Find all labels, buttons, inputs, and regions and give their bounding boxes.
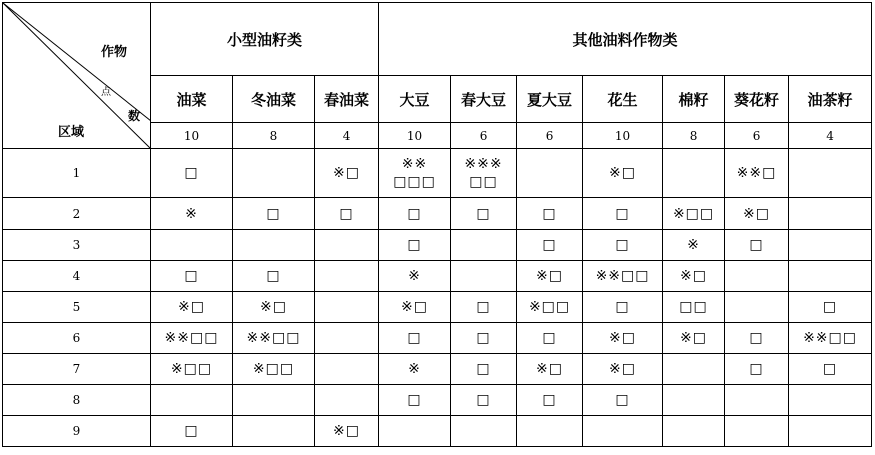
sample-cell: ※※ □□□ — [379, 149, 451, 198]
sample-cell — [725, 292, 789, 323]
sample-cell — [517, 149, 583, 198]
crop-header: 夏大豆 — [517, 76, 583, 123]
sample-cell: □ — [517, 230, 583, 261]
sample-cell — [725, 385, 789, 416]
sample-cell: □ — [725, 354, 789, 385]
sample-cell — [789, 230, 872, 261]
sample-cell — [451, 261, 517, 292]
crop-header: 棉籽 — [663, 76, 725, 123]
crop-header: 冬油菜 — [233, 76, 315, 123]
sample-cell: ※ — [379, 261, 451, 292]
sample-cell — [233, 149, 315, 198]
sample-cell: □ — [725, 230, 789, 261]
sample-cell: ※※□□ — [789, 323, 872, 354]
sample-cell: □ — [789, 292, 872, 323]
sample-cell: □ — [151, 149, 233, 198]
sample-cell: □ — [315, 198, 379, 230]
sample-cell — [789, 385, 872, 416]
sample-cell: ※□ — [233, 292, 315, 323]
sample-cell: ※※□□ — [151, 323, 233, 354]
corner-header — [3, 3, 151, 149]
sample-cell — [725, 261, 789, 292]
point-count: 6 — [451, 123, 517, 149]
sample-cell: ※□ — [663, 261, 725, 292]
sample-cell — [451, 416, 517, 447]
sample-cell: ※□ — [725, 198, 789, 230]
sample-cell: □ — [151, 261, 233, 292]
sample-cell: □ — [379, 323, 451, 354]
point-count: 10 — [583, 123, 663, 149]
crop-header: 油茶籽 — [789, 76, 872, 123]
sample-cell: □ — [451, 292, 517, 323]
sample-cell — [315, 292, 379, 323]
sample-cell: ※□ — [151, 292, 233, 323]
sample-cell: ※ — [663, 230, 725, 261]
point-count: 6 — [517, 123, 583, 149]
sample-cell: ※□ — [315, 149, 379, 198]
group-header-small-oilseeds: 小型油籽类 — [151, 3, 379, 76]
crop-header: 春油菜 — [315, 76, 379, 123]
crop-header: 葵花籽 — [725, 76, 789, 123]
sample-cell: □ — [583, 198, 663, 230]
sample-cell — [233, 230, 315, 261]
table-row — [3, 416, 872, 447]
region-label: 8 — [3, 385, 151, 416]
sample-cell: □ — [789, 354, 872, 385]
sample-cell — [663, 385, 725, 416]
table-row — [3, 292, 872, 323]
sample-cell — [789, 198, 872, 230]
sample-cell: ※□ — [583, 323, 663, 354]
sample-cell: □ — [379, 198, 451, 230]
sample-cell: □ — [379, 385, 451, 416]
sample-cell — [789, 149, 872, 198]
table-row — [3, 198, 872, 230]
point-count: 6 — [725, 123, 789, 149]
sample-cell: ※□ — [583, 149, 663, 198]
sample-cell: ※ — [151, 198, 233, 230]
table-row — [3, 230, 872, 261]
sample-cell: □□ — [663, 292, 725, 323]
sample-cell — [151, 385, 233, 416]
sample-cell: □ — [725, 323, 789, 354]
region-label: 9 — [3, 416, 151, 447]
sample-cell — [151, 230, 233, 261]
sample-cell: □ — [233, 261, 315, 292]
sample-cell — [233, 416, 315, 447]
table-row — [3, 149, 872, 198]
sample-cell: ※※□ — [725, 149, 789, 198]
sample-cell — [451, 230, 517, 261]
sample-cell: ※□ — [663, 323, 725, 354]
crop-header: 春大豆 — [451, 76, 517, 123]
sample-cell — [315, 385, 379, 416]
sampling-table — [2, 2, 872, 447]
sample-cell — [663, 354, 725, 385]
sample-cell: □ — [517, 385, 583, 416]
sample-cell — [379, 416, 451, 447]
sample-cell — [663, 149, 725, 198]
table-row — [3, 261, 872, 292]
sample-cell: ※※※ □□ — [451, 149, 517, 198]
sample-cell: ※□ — [517, 354, 583, 385]
point-count: 4 — [315, 123, 379, 149]
sample-cell — [663, 416, 725, 447]
sample-cell: □ — [379, 230, 451, 261]
sample-cell: ※□□ — [517, 292, 583, 323]
region-label: 7 — [3, 354, 151, 385]
sample-cell — [233, 385, 315, 416]
point-count: 10 — [379, 123, 451, 149]
group-header-other-oil-crops: 其他油料作物类 — [379, 3, 872, 76]
sample-cell: ※□ — [517, 261, 583, 292]
sample-cell: □ — [233, 198, 315, 230]
sample-cell — [517, 416, 583, 447]
region-label: 4 — [3, 261, 151, 292]
region-label: 3 — [3, 230, 151, 261]
table-row — [3, 385, 872, 416]
sample-cell — [789, 416, 872, 447]
sample-cell: □ — [451, 385, 517, 416]
crop-header: 花生 — [583, 76, 663, 123]
point-count: 8 — [233, 123, 315, 149]
region-label: 5 — [3, 292, 151, 323]
sample-cell — [789, 261, 872, 292]
sample-cell — [315, 230, 379, 261]
sample-cell — [315, 261, 379, 292]
sample-cell: □ — [451, 198, 517, 230]
table-row — [3, 354, 872, 385]
sample-cell: ※□ — [379, 292, 451, 323]
sample-cell: □ — [151, 416, 233, 447]
sample-cell: ※□□ — [151, 354, 233, 385]
crop-header: 大豆 — [379, 76, 451, 123]
region-label: 2 — [3, 198, 151, 230]
sample-cell — [315, 354, 379, 385]
sample-cell: ※※□□ — [233, 323, 315, 354]
sample-cell: ※※□□ — [583, 261, 663, 292]
sample-cell — [583, 416, 663, 447]
sample-cell — [725, 416, 789, 447]
region-label: 6 — [3, 323, 151, 354]
point-count: 10 — [151, 123, 233, 149]
region-label: 1 — [3, 149, 151, 198]
sample-cell: ※ — [379, 354, 451, 385]
sample-cell: ※□□ — [233, 354, 315, 385]
sample-cell: ※□ — [315, 416, 379, 447]
sample-cell: □ — [583, 385, 663, 416]
point-count: 4 — [789, 123, 872, 149]
region-axis-label: 区域 — [58, 125, 85, 140]
sample-cell: ※□□ — [663, 198, 725, 230]
table-row — [3, 323, 872, 354]
point-count: 8 — [663, 123, 725, 149]
sample-cell: □ — [517, 198, 583, 230]
crop-axis-label: 作物 — [101, 45, 128, 60]
sample-cell: □ — [517, 323, 583, 354]
points-axis-label-1: 点 — [101, 87, 111, 98]
crop-header: 油菜 — [151, 76, 233, 123]
sample-cell: □ — [583, 230, 663, 261]
sample-cell: □ — [451, 354, 517, 385]
sample-cell: ※□ — [583, 354, 663, 385]
sample-cell — [315, 323, 379, 354]
points-axis-label-2: 数 — [128, 109, 141, 123]
sample-cell: □ — [451, 323, 517, 354]
sample-cell: □ — [583, 292, 663, 323]
